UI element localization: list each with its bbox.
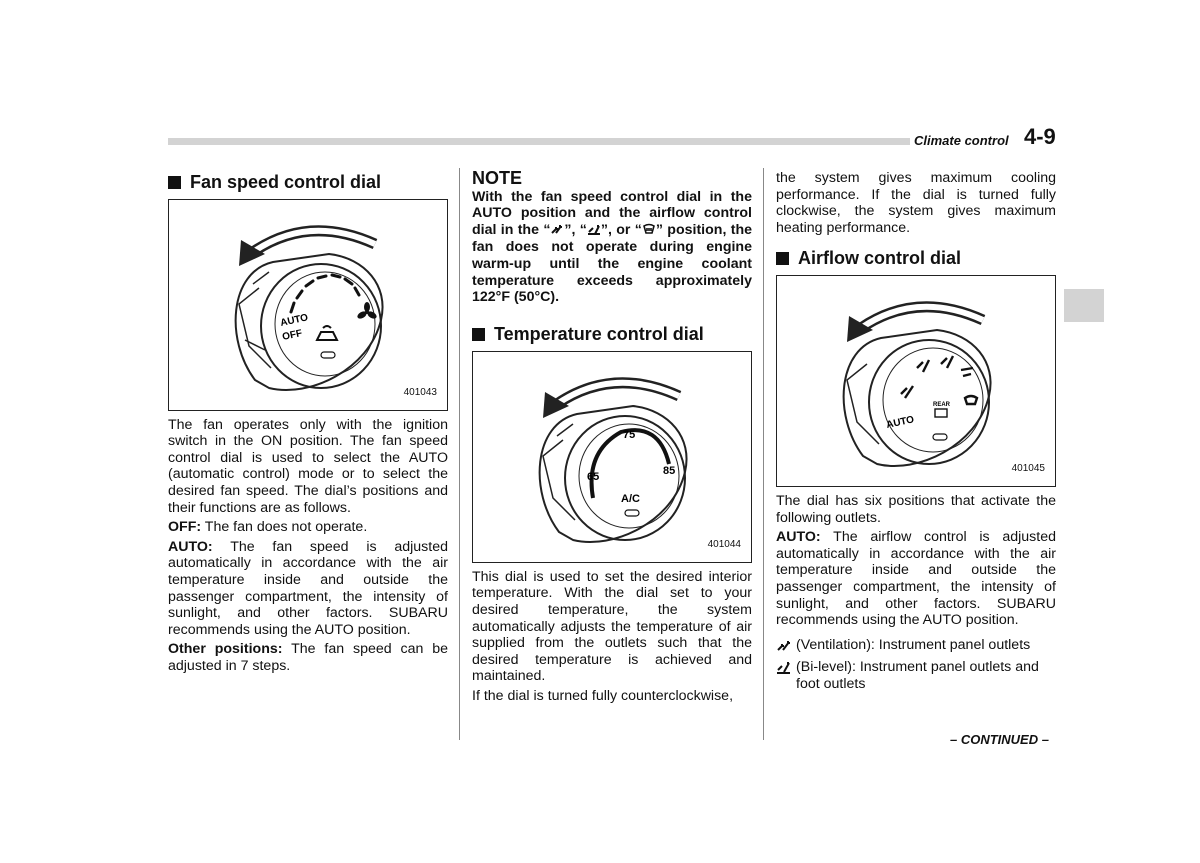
temp-65-label: 65 [587,470,600,483]
temp-75-label: 75 [623,428,636,441]
indicator-lamp [933,434,947,440]
dial-auto-label: AUTO [279,311,310,329]
temperature-heading [472,326,752,343]
car-air-icon [317,326,337,340]
note-text-3: ”, or “ [600,222,642,239]
airflow-heading [776,250,1056,267]
dial-face [869,340,989,464]
ac-label: A/C [621,492,640,505]
dial-off-label: OFF [281,327,304,343]
indicator-lamp [625,510,639,516]
temperature-continued-text: If the dial is turned fully counterclockwise, [472,687,734,704]
bi-level-legend [776,659,1056,692]
column-2 [472,170,752,708]
bi-level-icon [917,360,929,372]
ventilation-icon [901,386,913,398]
fan-dial-illustration [169,200,449,412]
chapter-tab [1064,289,1104,322]
ventilation-icon [550,223,564,235]
note-title: NOTE [472,168,523,188]
figure-number: 401045 [1011,463,1045,475]
fan-speed-dial-figure [168,199,448,411]
off-text: The fan does not operate. [201,519,368,536]
off-label: OFF: [168,519,202,536]
note-text-2: ”, “ [564,222,587,239]
fan-intro-text: The fan operates only with the ignition switch in the ON position. The fan speed control dial is used to select the AUTO (automatic control) mode or to select the desired fan speed. The dial’s positions and their functions are as follows. [168,416,448,516]
indicator-lamp [321,352,335,358]
auto-label: AUTO: [776,529,821,546]
heading-square-icon [168,176,181,189]
airflow-auto-description [776,529,1056,629]
column-divider-2 [763,168,764,740]
fan-speed-heading [168,174,448,191]
note-text-1: With the fan speed control dial in the AUTO position and the airflow control dial in the “ [472,188,752,239]
temperature-dial-illustration [473,352,753,564]
defrost-icon [642,223,656,235]
airflow-dial-illustration [777,276,1057,488]
ventilation-icon [776,638,792,652]
heat-defrost-icon [961,368,973,376]
cooling-heating-text: the system gives maximum cooling performance. If the dial is turned fully clockwise, the system gives maximum heating performance. [776,170,1056,236]
heading-text: Temperature control dial [494,324,704,345]
temperature-dial-figure [472,351,752,563]
heading-text: Airflow control dial [798,248,962,269]
defrost-icon [965,396,977,404]
dial-rear-label: REAR [933,401,951,408]
airflow-intro-text: The dial has six positions that activate the following outlets. [776,492,1056,526]
header-bar [168,138,910,145]
temp-85-label: 85 [663,464,676,477]
ventilation-text: (Ventilation): Instrument panel outlets [796,636,1031,653]
fan-icon [356,302,378,320]
airflow-dial-figure [776,275,1056,487]
other-label: Other positions: [168,641,283,658]
dial-face [261,264,381,388]
figure-number: 401043 [403,387,437,398]
ventilation-legend [776,637,1056,654]
heading-square-icon [776,252,789,265]
note-text-4: ” position, the fan does not operate during engine warm-up until the engine coolant temperature exceeds approximately 122°F (50°C). [472,222,753,306]
auto-text: The fan speed is adjusted automatically in accordance with the air temperature inside and outside the passenger compartment, the intensity of sunlight, and other factors. SUBARU recommends using the AUTO position. [168,538,448,638]
heading-square-icon [472,328,485,341]
column-3 [776,170,1056,695]
heat-icon [941,356,953,368]
other-description [168,641,448,674]
page-number: 4-9 [1024,124,1056,149]
section-title: Climate control [914,133,1009,148]
auto-label: AUTO: [168,538,213,555]
bi-level-text: (Bi-level): Instrument panel outlets and foot outlets [796,659,1039,692]
bi-level-icon [776,660,792,674]
speed-scale [291,275,359,312]
auto-description [168,539,448,639]
column-1 [168,170,448,678]
note-body [472,189,752,307]
temperature-description: This dial is used to set the desired interior temperature. With the dial set to your desired temperature, the system automatically adjusts the temperature of air supplied from the outlets such that the desired temperature is achieved and maintained. [472,568,752,685]
figure-number: 401044 [707,539,741,551]
off-description [168,519,448,536]
dial-auto-label: AUTO [885,414,916,431]
bi-level-icon [587,223,601,235]
auto-text: The airflow control is adjusted automatically in accordance with the air temperature inside and outside the passenger compartment, the intensity of sunlight, and other factors. SUBARU recommends using the AUTO position. [776,529,1056,629]
other-text: The fan speed can be adjusted in 7 steps. [168,641,449,674]
rear-defrost-icon [935,409,947,417]
column-divider-1 [459,168,460,740]
heading-text: Fan speed control dial [190,172,382,192]
continued-marker: – CONTINUED – [950,732,1049,747]
